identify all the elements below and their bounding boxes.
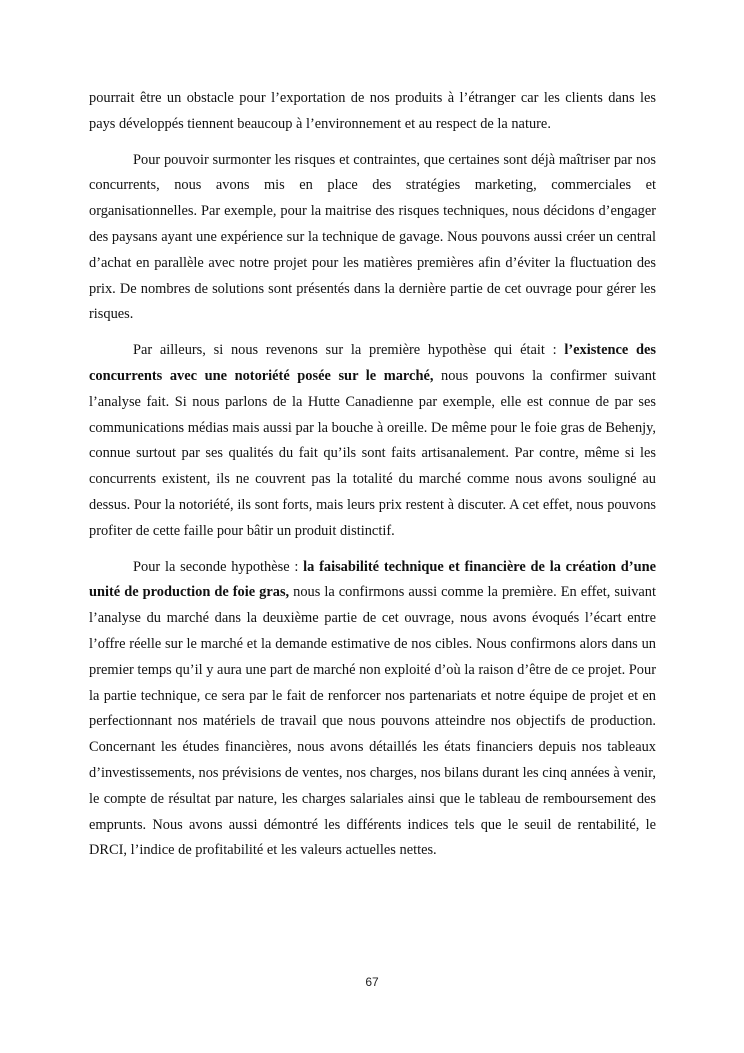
paragraph-text: Pour la seconde hypothèse : <box>133 558 304 575</box>
paragraph-text: nous pouvons la confirmer suivant l’analyse fait. Si nous parlons de la Hutte Canadienne par exemple, elle est connue de par ses communications médias mais aussi par la bouche à oreille. De même pour le foie gras de Behenjy, connue surtout par ses qualités du fait qu’ils sont faits artisanalement. Par contre, même si les concurrents existent, ils ne couvrent pas la totalité du marché comme nous avons souligné au dessus. Pour la notoriété, ils sont forts, mais leurs prix restent à discuter. A cet effet, nous pouvons profiter de cette faille pour bâtir un produit distinctif. <box>89 367 657 539</box>
paragraph-text: pourrait être un obstacle pour l’exportation de nos produits à l’étranger car les clients dans les pays développés tiennent beaucoup à l’environnement et au respect de la nature. <box>89 90 656 132</box>
paragraph-text: nous la confirmons aussi comme la première. En effet, suivant l’analyse du marché dans la deuxième partie de cet ouvrage, nous avons évoqués l’écart entre l’offre réelle sur le marché et la demande estimative de nos cibles. Nous confirmons alors dans un premier temps qu’il y aura une part de marché non exploité d’où la raison d’être de ce projet. Pour la partie technique, ce sera par le fait de renforcer nos partenariats et notre équipe de projet et en perfectionnant nos matériels de travail que nous pouvons atteindre nos objectifs de production. Concernant les études financières, nous avons détaillés les états financiers depuis nos tableaux d’investissements, nos prévisions de ventes, nos charges, nos bilans durant les cinq années à venir, le compte de résultat par nature, les charges salariales ainsi que le tableau de remboursement des emprunts. Nous avons aussi démontré les différents indices tels que le seuil de rentabilité, le DRCI, l’indice de profitabilité et les valeurs actuelles nettes. <box>89 584 656 859</box>
paragraph-second-hypothesis <box>89 555 656 865</box>
page-number: 67 <box>365 975 379 989</box>
bold-hypothesis-text: l’existence des concurrents avec une notoriété posée sur le marché, <box>89 342 656 384</box>
paragraph-text: Pour pouvoir surmonter les risques et contraintes, que certaines sont déjà maîtriser par nos concurrents, nous avons mis en place des stratégies marketing, commerciales et organisationnelles. Par exemple, pour la maitrise des risques techniques, nous décidons d’engager des paysans ayant une expérience sur la technique de gavage. Nous pouvons aussi créer un central d’achat en parallèle avec notre projet pour les matières premières afin d’éviter la fluctuation des prix. De nombres de solutions sont présentés dans la dernière partie de cet ouvrage pour gérer les risques. <box>89 151 656 323</box>
paragraph-risks <box>89 148 656 329</box>
paragraph-first-hypothesis <box>89 338 656 544</box>
body-text <box>89 86 656 874</box>
bold-hypothesis-text: la faisabilité technique et financière de la création d’une unité de production de foie gras, <box>89 558 656 601</box>
paragraph-continuation <box>89 86 656 138</box>
paragraph-text: Par ailleurs, si nous revenons sur la première hypothèse qui était : <box>133 342 565 359</box>
